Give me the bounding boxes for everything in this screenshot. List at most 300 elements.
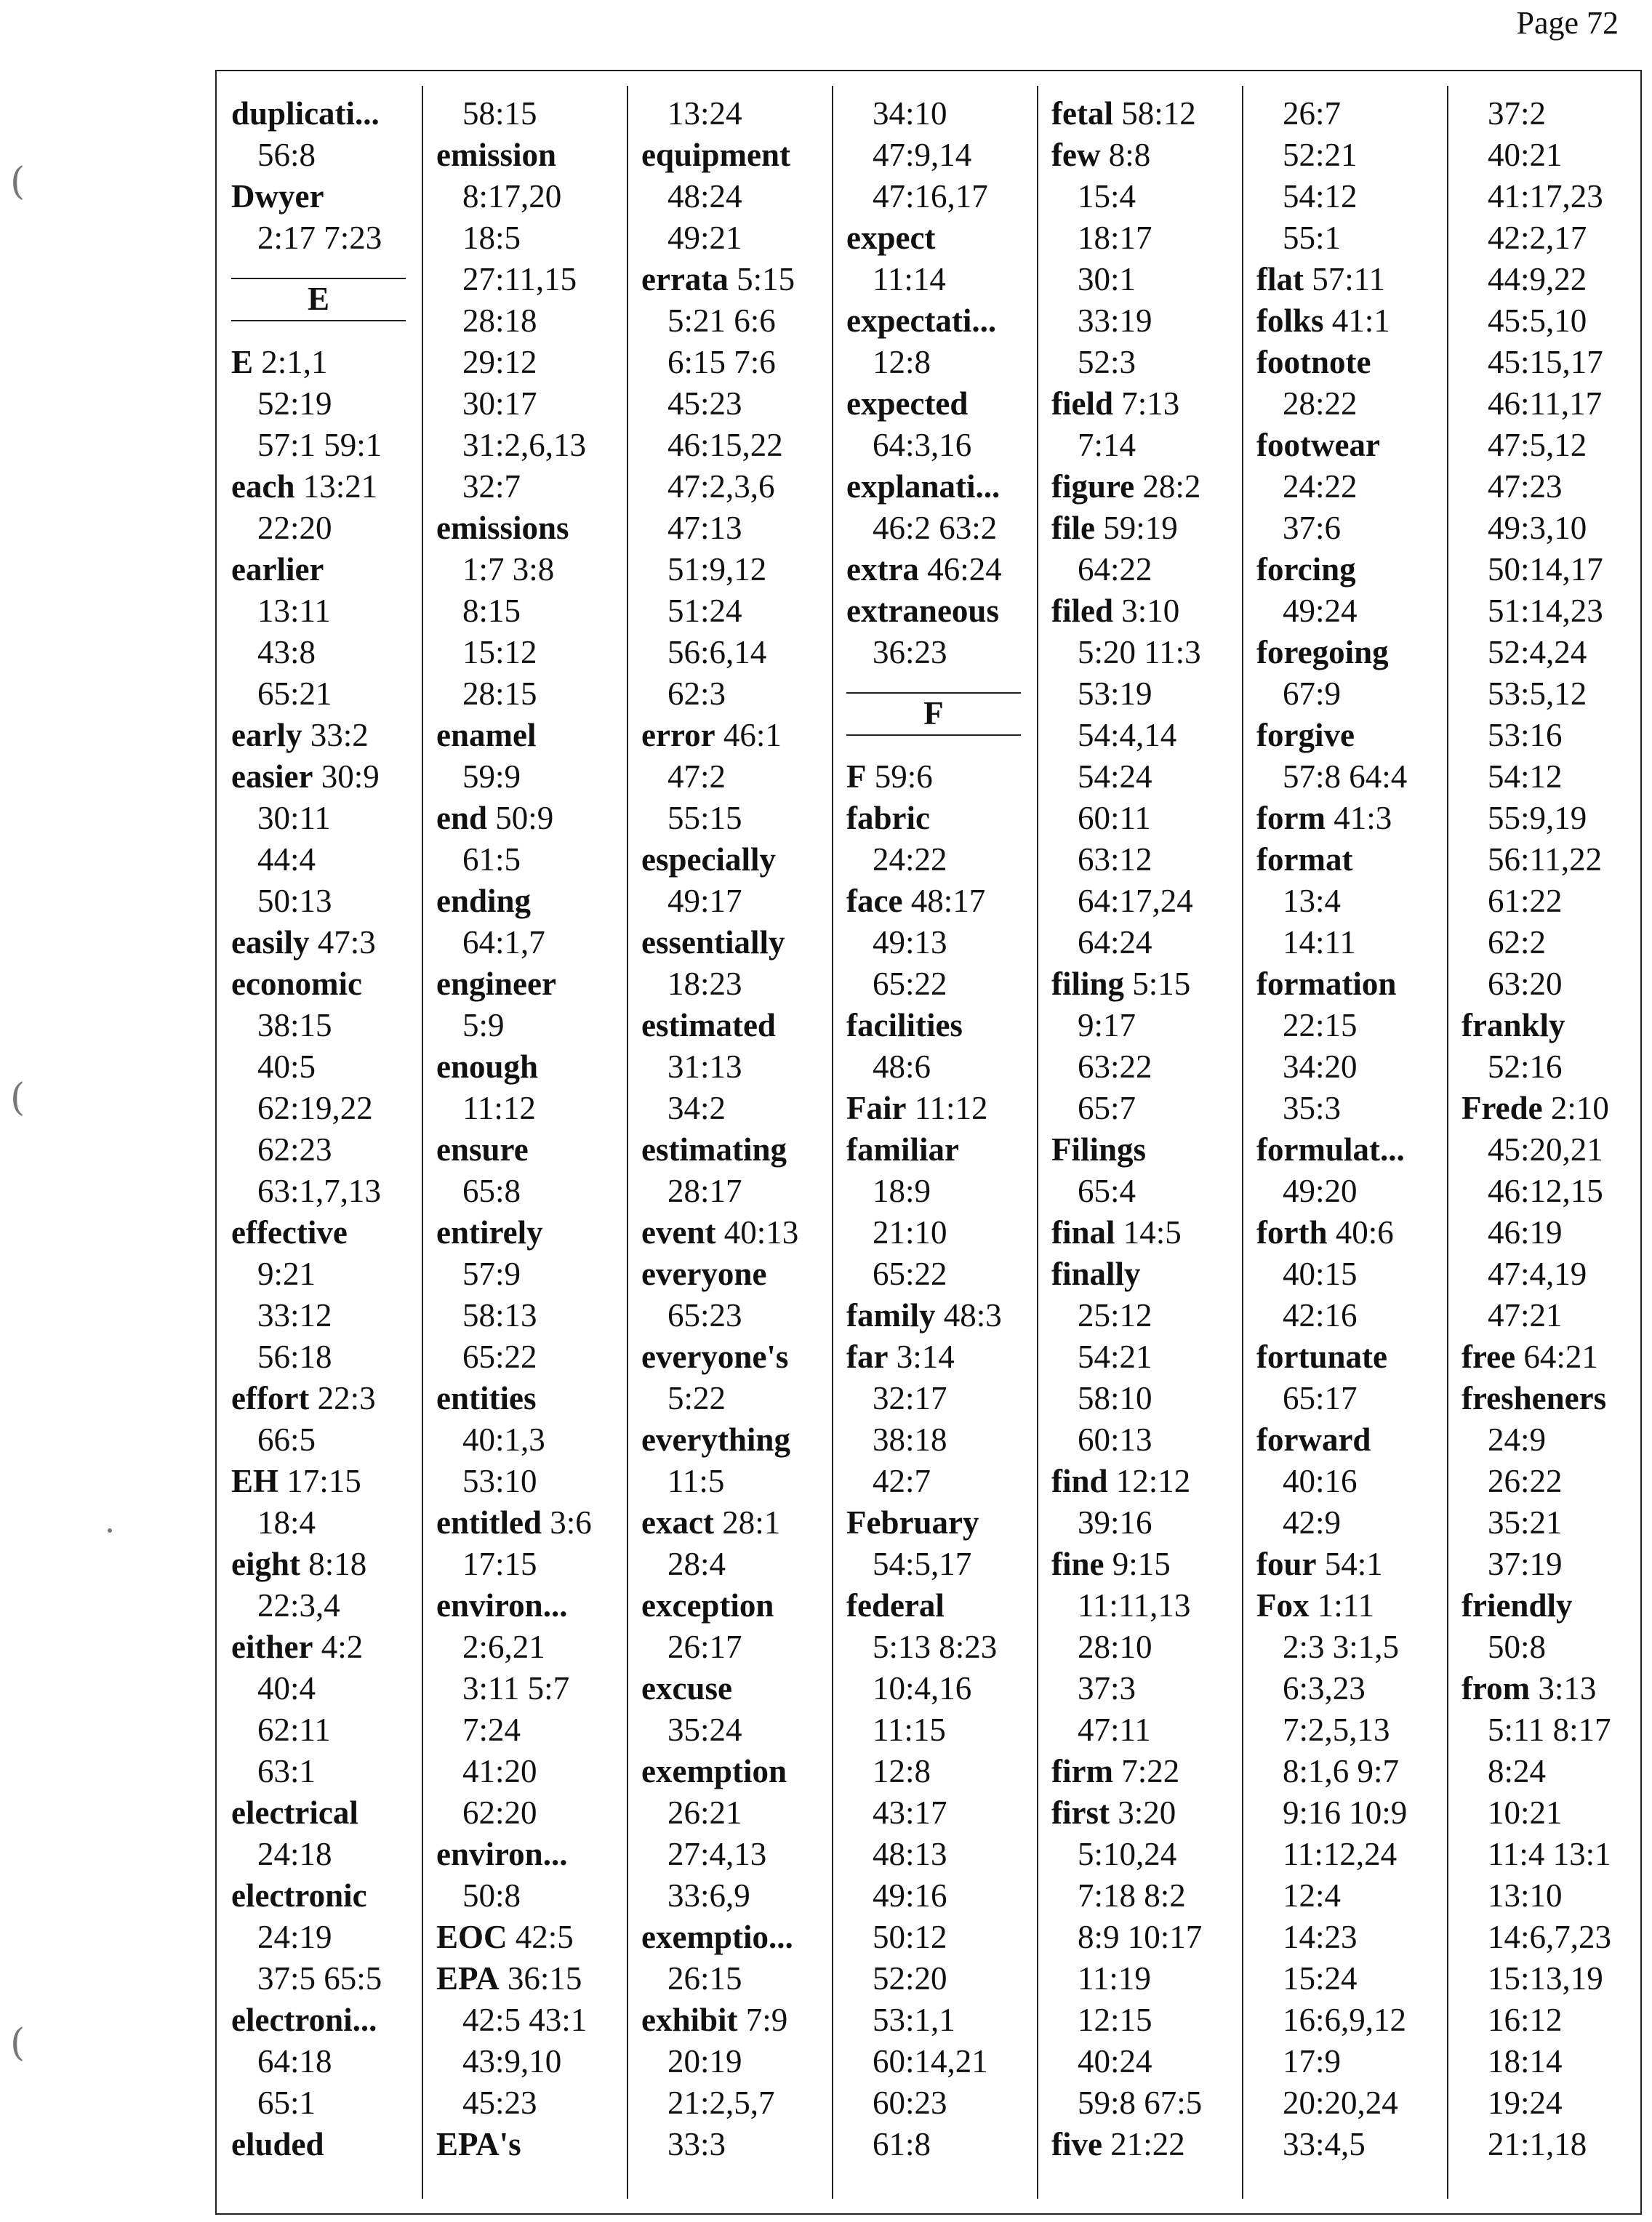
index-column-3 — [641, 93, 798, 2165]
index-term: February — [846, 1504, 979, 1541]
index-term: filed — [1051, 593, 1113, 629]
page-line-reference: 7:13 — [1121, 385, 1180, 422]
page-line-reference: 20:19 — [667, 2043, 742, 2079]
page-line-reference: 8:17,20 — [462, 178, 562, 214]
index-term: end — [436, 800, 488, 836]
page-line-reference: 47:13 — [667, 510, 742, 546]
index-continuation-line — [846, 1378, 1002, 1419]
index-continuation-line — [846, 632, 1002, 673]
index-term: estimating — [641, 1131, 787, 1168]
page-line-reference: 50:8 — [1488, 1629, 1547, 1665]
index-continuation-line — [231, 425, 382, 466]
index-entry — [1256, 963, 1407, 1005]
page-line-reference: 36:15 — [507, 1960, 582, 1997]
index-continuation-line — [1051, 1378, 1202, 1419]
index-entry — [1051, 1461, 1202, 1502]
page-line-reference: 49:13 — [873, 924, 947, 960]
index-term: electrical — [231, 1794, 358, 1831]
index-column-5 — [1051, 93, 1202, 2165]
index-continuation-line — [436, 342, 592, 383]
page-line-reference: 12:8 — [873, 1753, 931, 1789]
index-continuation-line — [436, 300, 592, 342]
page-line-reference: 5:21 6:6 — [667, 302, 776, 339]
index-continuation-line — [1051, 1502, 1202, 1544]
page-line-reference: 48:3 — [943, 1297, 1002, 1333]
index-entry — [1051, 1792, 1202, 1834]
index-term: EH — [231, 1463, 279, 1499]
index-continuation-line — [1461, 963, 1611, 1005]
index-continuation-line — [846, 1544, 1002, 1585]
index-continuation-line — [1256, 1958, 1407, 2000]
index-continuation-line — [1461, 1958, 1611, 2000]
index-continuation-line — [1461, 1129, 1611, 1171]
page-line-reference: 50:14,17 — [1488, 551, 1603, 587]
index-entry — [436, 798, 592, 839]
index-term: expectati... — [846, 302, 997, 339]
index-entry — [641, 715, 798, 756]
index-continuation-line — [1461, 176, 1611, 217]
index-entry — [1051, 590, 1202, 632]
index-continuation-line — [1051, 839, 1202, 881]
index-continuation-line — [436, 1088, 592, 1129]
index-continuation-line — [846, 2082, 1002, 2124]
column-divider — [1242, 86, 1243, 2199]
index-term: eight — [231, 1546, 300, 1582]
index-continuation-line — [1256, 383, 1407, 425]
page-line-reference: 11:14 — [873, 261, 946, 297]
index-continuation-line — [1461, 756, 1611, 798]
page-line-reference: 31:2,6,13 — [462, 427, 587, 463]
page-line-reference: 62:3 — [667, 675, 726, 712]
page-line-reference: 47:2,3,6 — [667, 468, 775, 505]
index-term: first — [1051, 1794, 1110, 1831]
page-line-reference: 28:10 — [1078, 1629, 1152, 1665]
page-line-reference: 33:4,5 — [1283, 2126, 1366, 2162]
page-line-reference: 61:5 — [462, 841, 521, 878]
index-continuation-line — [436, 1419, 592, 1461]
page-line-reference: 6:15 7:6 — [667, 344, 776, 380]
page-line-reference: 62:11 — [257, 1712, 331, 1748]
page-line-reference: 2:3 3:1,5 — [1283, 1629, 1400, 1665]
index-entry — [846, 1295, 1002, 1336]
page-line-reference: 5:15 — [1132, 966, 1191, 1002]
index-continuation-line — [1051, 300, 1202, 342]
page-line-reference: 5:10,24 — [1078, 1836, 1177, 1872]
page-line-reference: 37:2 — [1488, 95, 1547, 132]
page-line-reference: 15:4 — [1078, 178, 1136, 214]
index-term: find — [1051, 1463, 1108, 1499]
index-continuation-line — [1051, 715, 1202, 756]
page-line-reference: 9:17 — [1078, 1007, 1136, 1043]
page-line-reference: 52:4,24 — [1488, 634, 1587, 670]
page-number: Page 72 — [1516, 5, 1619, 41]
index-continuation-line — [846, 1875, 1002, 1917]
page-line-reference: 56:11,22 — [1488, 841, 1603, 878]
index-continuation-line — [436, 549, 592, 590]
page-line-reference: 46:11,17 — [1488, 385, 1603, 422]
column-divider — [1037, 86, 1038, 2199]
index-continuation-line — [436, 1875, 592, 1917]
page-line-reference: 41:20 — [462, 1753, 537, 1789]
index-term: everyone's — [641, 1339, 789, 1375]
index-entry — [846, 217, 1002, 259]
index-continuation-line — [436, 922, 592, 963]
index-entry — [641, 1254, 798, 1295]
index-continuation-line — [641, 2041, 798, 2082]
index-continuation-line — [1051, 217, 1202, 259]
page-line-reference: 46:15,22 — [667, 427, 783, 463]
index-continuation-line — [1461, 1834, 1611, 1875]
index-entry — [846, 1088, 1002, 1129]
page-line-reference: 12:8 — [873, 344, 931, 380]
index-entry — [1051, 1212, 1202, 1254]
index-continuation-line — [1461, 217, 1611, 259]
page-line-reference: 50:8 — [462, 1877, 521, 1914]
page-line-reference: 24:22 — [1283, 468, 1358, 505]
page-line-reference: 12:4 — [1283, 1877, 1342, 1914]
index-continuation-line — [231, 1088, 382, 1129]
index-continuation-line — [641, 881, 798, 922]
page-line-reference: 11:12 — [462, 1090, 536, 1126]
index-continuation-line — [1051, 1419, 1202, 1461]
index-continuation-line — [1256, 176, 1407, 217]
page-line-reference: 4:2 — [321, 1629, 364, 1665]
index-continuation-line — [436, 632, 592, 673]
index-entry — [641, 1668, 798, 1709]
index-term: each — [231, 468, 295, 505]
index-entry — [641, 1129, 798, 1171]
index-term: file — [1051, 510, 1095, 546]
index-continuation-line — [1461, 2000, 1611, 2041]
index-entry — [231, 1792, 382, 1834]
index-term: E — [231, 344, 254, 380]
page-line-reference: 56:6,14 — [667, 634, 767, 670]
index-continuation-line — [1461, 342, 1611, 383]
page-line-reference: 48:24 — [667, 178, 742, 214]
index-continuation-line — [231, 1254, 382, 1295]
page-line-reference: 65:8 — [462, 1173, 521, 1209]
page-line-reference: 40:21 — [1488, 137, 1563, 173]
index-entry — [1256, 798, 1407, 839]
index-continuation-line — [1256, 1295, 1407, 1336]
page-line-reference: 28:15 — [462, 675, 537, 712]
index-continuation-line — [641, 1046, 798, 1088]
page-line-reference: 30:11 — [257, 800, 331, 836]
page-line-reference: 7:9 — [745, 2002, 788, 2038]
page-line-reference: 47:2 — [667, 758, 726, 795]
index-continuation-line — [1256, 1668, 1407, 1709]
index-continuation-line — [436, 1295, 592, 1336]
page-line-reference: 58:15 — [462, 95, 537, 132]
index-continuation-line — [436, 1668, 592, 1709]
page-line-reference: 49:16 — [873, 1877, 947, 1914]
page-line-reference: 3:14 — [896, 1339, 955, 1375]
page-line-reference: 21:10 — [873, 1214, 947, 1251]
index-entry — [231, 963, 382, 1005]
index-continuation-line — [641, 508, 798, 549]
page-line-reference: 65:7 — [1078, 1090, 1136, 1126]
page-line-reference: 2:1,1 — [261, 344, 328, 380]
index-continuation-line — [436, 1336, 592, 1378]
page-line-reference: 26:17 — [667, 1629, 742, 1665]
index-continuation-line — [1461, 1212, 1611, 1254]
page-line-reference: 52:3 — [1078, 344, 1136, 380]
page-line-reference: 48:6 — [873, 1048, 931, 1085]
index-continuation-line — [641, 1461, 798, 1502]
page-line-reference: 11:12,24 — [1283, 1836, 1398, 1872]
index-continuation-line — [1256, 881, 1407, 922]
index-continuation-line — [231, 1958, 382, 2000]
page-line-reference: 13:10 — [1488, 1877, 1563, 1914]
index-continuation-line — [1461, 632, 1611, 673]
index-continuation-line — [641, 1627, 798, 1668]
page-line-reference: 27:11,15 — [462, 261, 577, 297]
index-continuation-line — [1461, 466, 1611, 508]
index-continuation-line — [1256, 1834, 1407, 1875]
page-line-reference: 1:11 — [1317, 1587, 1375, 1624]
index-entry — [436, 1212, 592, 1254]
page-line-reference: 28:17 — [667, 1173, 742, 1209]
page-line-reference: 19:24 — [1488, 2085, 1563, 2121]
index-continuation-line — [1461, 508, 1611, 549]
page-line-reference: 40:24 — [1078, 2043, 1152, 2079]
index-continuation-line — [1461, 798, 1611, 839]
page-line-reference: 21:2,5,7 — [667, 2085, 775, 2121]
index-entry — [436, 1585, 592, 1627]
index-continuation-line — [436, 466, 592, 508]
index-entry — [641, 135, 798, 176]
index-entry — [846, 798, 1002, 839]
index-continuation-line — [1461, 1461, 1611, 1502]
index-term: five — [1051, 2126, 1102, 2162]
page-line-reference: 26:7 — [1283, 95, 1342, 132]
page-line-reference: 51:14,23 — [1488, 593, 1603, 629]
page-line-reference: 53:16 — [1488, 717, 1563, 753]
index-continuation-line — [846, 839, 1002, 881]
page-line-reference: 8:18 — [308, 1546, 367, 1582]
page-line-reference: 51:24 — [667, 593, 742, 629]
index-term: frankly — [1461, 1007, 1565, 1043]
index-continuation-line — [1256, 1461, 1407, 1502]
page-line-reference: 49:20 — [1283, 1173, 1358, 1209]
page-line-reference: 49:17 — [667, 883, 742, 919]
index-term: free — [1461, 1339, 1516, 1375]
page-line-reference: 64:21 — [1523, 1339, 1598, 1375]
index-continuation-line — [846, 1171, 1002, 1212]
index-entry — [436, 881, 592, 922]
index-term: foregoing — [1256, 634, 1389, 670]
page-line-reference: 26:15 — [667, 1960, 742, 1997]
index-continuation-line — [1051, 2041, 1202, 2082]
index-continuation-line — [1256, 1046, 1407, 1088]
index-continuation-line — [846, 1834, 1002, 1875]
index-entry — [1256, 715, 1407, 756]
index-continuation-line — [1256, 93, 1407, 135]
page-line-reference: 63:12 — [1078, 841, 1152, 878]
index-entry — [1461, 1336, 1611, 1378]
page-line-reference: 59:8 67:5 — [1078, 2085, 1203, 2121]
page-line-reference: 52:19 — [257, 385, 332, 422]
letter-section-heading — [231, 259, 382, 342]
index-continuation-line — [846, 1046, 1002, 1088]
index-continuation-line — [846, 1461, 1002, 1502]
page-line-reference: 2:10 — [1550, 1090, 1609, 1126]
page-line-reference: 5:15 — [737, 261, 795, 297]
index-continuation-line — [231, 217, 382, 259]
index-continuation-line — [1256, 1171, 1407, 1212]
index-continuation-line — [641, 342, 798, 383]
page-line-reference: 3:20 — [1118, 1794, 1176, 1831]
index-term: expect — [846, 220, 936, 256]
index-continuation-line — [1461, 673, 1611, 715]
index-term: everything — [641, 1421, 790, 1458]
index-continuation-line — [231, 1046, 382, 1088]
index-continuation-line — [846, 93, 1002, 135]
index-continuation-line — [1461, 1709, 1611, 1751]
index-continuation-line — [641, 2082, 798, 2124]
page-line-reference: 63:20 — [1488, 966, 1563, 1002]
index-continuation-line — [1051, 1005, 1202, 1046]
index-continuation-line — [436, 93, 592, 135]
page-line-reference: 49:24 — [1283, 593, 1358, 629]
index-term: enough — [436, 1048, 539, 1085]
page-line-reference: 18:4 — [257, 1504, 316, 1541]
index-continuation-line — [641, 176, 798, 217]
index-continuation-line — [231, 1419, 382, 1461]
index-continuation-line — [641, 1709, 798, 1751]
page-line-reference: 54:12 — [1488, 758, 1563, 795]
page-line-reference: 11:4 13:1 — [1488, 1836, 1611, 1872]
page-line-reference: 52:20 — [873, 1960, 947, 1997]
column-divider — [832, 86, 833, 2199]
page-line-reference: 3:10 — [1121, 593, 1180, 629]
index-term: forcing — [1256, 551, 1356, 587]
index-continuation-line — [641, 217, 798, 259]
word-index-frame — [215, 70, 1642, 2215]
index-entry — [436, 1917, 592, 1958]
page-line-reference: 31:13 — [667, 1048, 742, 1085]
index-continuation-line — [436, 1709, 592, 1751]
index-term: economic — [231, 966, 362, 1002]
index-continuation-line — [641, 798, 798, 839]
page-line-reference: 13:21 — [302, 468, 378, 505]
index-entry — [1051, 2124, 1202, 2165]
index-continuation-line — [436, 1544, 592, 1585]
index-term: exemption — [641, 1753, 787, 1789]
index-entry — [641, 1502, 798, 1544]
page-line-reference: 2:17 7:23 — [257, 220, 382, 256]
page-line-reference: 43:9,10 — [462, 2043, 562, 2079]
index-entry — [1461, 1088, 1611, 1129]
index-continuation-line — [1051, 2082, 1202, 2124]
index-continuation-line — [1051, 342, 1202, 383]
index-continuation-line — [231, 881, 382, 922]
index-term: environ... — [436, 1836, 568, 1872]
page-line-reference: 34:20 — [1283, 1048, 1358, 1085]
page-line-reference: 40:15 — [1283, 1256, 1358, 1292]
index-entry — [846, 756, 1002, 798]
page-line-reference: 64:24 — [1078, 924, 1152, 960]
page-line-reference: 32:7 — [462, 468, 521, 505]
index-continuation-line — [846, 1917, 1002, 1958]
index-term: formulat... — [1256, 1131, 1405, 1168]
page-line-reference: 26:22 — [1488, 1463, 1563, 1499]
index-term: EPA's — [436, 2126, 521, 2162]
page-line-reference: 5:13 8:23 — [873, 1629, 998, 1665]
index-continuation-line — [231, 839, 382, 881]
index-continuation-line — [231, 1502, 382, 1544]
page-line-reference: 55:1 — [1283, 220, 1342, 256]
index-continuation-line — [1051, 1668, 1202, 1709]
index-continuation-line — [1051, 1958, 1202, 2000]
index-continuation-line — [1461, 1875, 1611, 1917]
page-line-reference: 18:14 — [1488, 2043, 1563, 2079]
index-entry — [846, 881, 1002, 922]
page-line-reference: 57:1 59:1 — [257, 427, 382, 463]
page-line-reference: 47:21 — [1488, 1297, 1563, 1333]
page-line-reference: 5:22 — [667, 1380, 726, 1416]
page-line-reference: 18:23 — [667, 966, 742, 1002]
page-line-reference: 2:6,21 — [462, 1629, 545, 1665]
page-line-reference: 1:7 3:8 — [462, 551, 555, 587]
index-continuation-line — [1461, 881, 1611, 922]
index-continuation-line — [436, 756, 592, 798]
index-entry — [1051, 1544, 1202, 1585]
index-entry — [1256, 1212, 1407, 1254]
index-entry — [436, 1502, 592, 1544]
index-continuation-line — [641, 756, 798, 798]
index-entry — [1256, 259, 1407, 300]
index-entry — [436, 135, 592, 176]
index-term: extraneous — [846, 593, 999, 629]
page-line-reference: 32:17 — [873, 1380, 947, 1416]
page-line-reference: 65:22 — [873, 966, 947, 1002]
page-line-reference: 21:22 — [1110, 2126, 1185, 2162]
index-term: equipment — [641, 137, 791, 173]
index-continuation-line — [846, 1627, 1002, 1668]
index-entry — [231, 2000, 382, 2041]
page-line-reference: 15:24 — [1283, 1960, 1358, 1997]
index-continuation-line — [1051, 798, 1202, 839]
index-continuation-line — [1256, 1627, 1407, 1668]
page-line-reference: 33:2 — [310, 717, 369, 753]
page-line-reference: 3:6 — [550, 1504, 592, 1541]
index-entry — [1461, 1378, 1611, 1419]
margin-paren-mark: ( — [10, 2021, 25, 2065]
page-line-reference: 46:24 — [927, 551, 1002, 587]
index-continuation-line — [846, 1792, 1002, 1834]
page-line-reference: 41:3 — [1334, 800, 1392, 836]
index-continuation-line — [1051, 881, 1202, 922]
margin-paren-mark: ( — [10, 1076, 25, 1120]
page-line-reference: 5:9 — [462, 1007, 505, 1043]
index-term: final — [1051, 1214, 1115, 1251]
page-line-reference: 18:9 — [873, 1173, 931, 1209]
page-line-reference: 64:18 — [257, 2043, 332, 2079]
index-term: event — [641, 1214, 716, 1251]
index-term: filing — [1051, 966, 1125, 1002]
page-line-reference: 65:22 — [462, 1339, 537, 1375]
index-continuation-line — [1256, 1751, 1407, 1792]
index-term: enamel — [436, 717, 537, 753]
index-continuation-line — [436, 673, 592, 715]
page-line-reference: 28:2 — [1142, 468, 1201, 505]
page-line-reference: 24:9 — [1488, 1421, 1547, 1458]
index-term: format — [1256, 841, 1353, 878]
page-line-reference: 60:13 — [1078, 1421, 1152, 1458]
index-continuation-line — [1256, 1917, 1407, 1958]
page-line-reference: 18:5 — [462, 220, 521, 256]
